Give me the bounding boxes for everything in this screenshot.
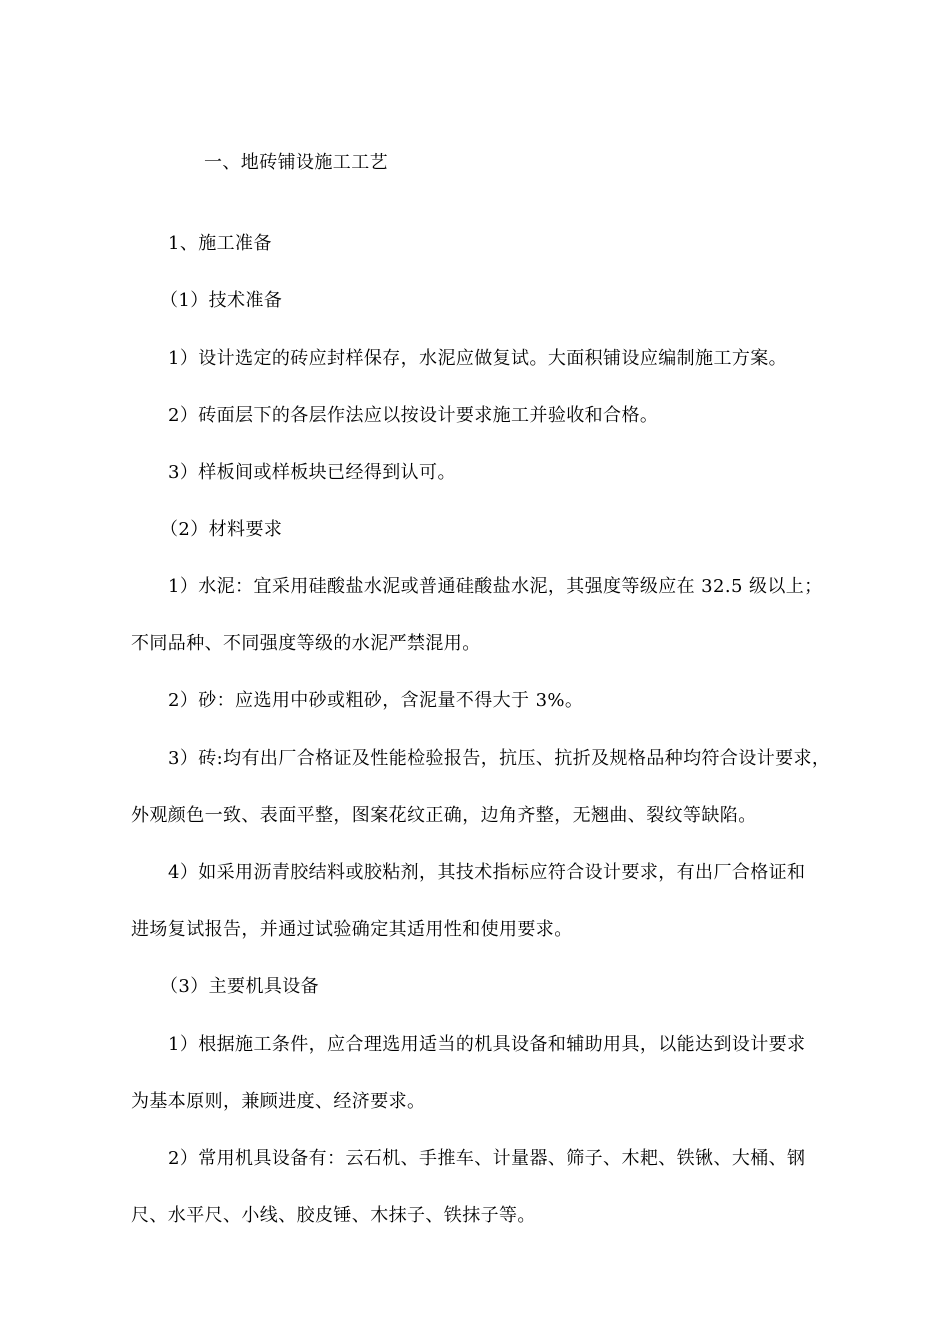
subsection-heading: （2）材料要求: [160, 519, 283, 540]
paragraph-line: 3）样板间或样板块已经得到认可。: [168, 462, 456, 483]
paragraph-line: 为基本原则，兼顾进度、经济要求。: [131, 1091, 426, 1112]
paragraph-line: 4）如采用沥青胶结料或胶粘剂，其技术指标应符合设计要求，有出厂合格证和: [168, 862, 806, 883]
paragraph-line: 进场复试报告，并通过试验确定其适用性和使用要求。: [131, 919, 573, 940]
paragraph-line: 2）砂：应选用中砂或粗砂，含泥量不得大于 3%。: [168, 690, 584, 711]
paragraph-line: 2）常用机具设备有：云石机、手推车、计量器、筛子、木耙、铁锹、大桶、钢: [168, 1148, 806, 1169]
paragraph-line: 3）砖:均有出厂合格证及性能检验报告，抗压、抗折及规格品种均符合设计要求，: [168, 748, 831, 769]
subsection-heading: （3）主要机具设备: [160, 976, 320, 997]
paragraph-line: 1）水泥：宜采用硅酸盐水泥或普通硅酸盐水泥，其强度等级应在 32.5 级以上；: [168, 576, 823, 597]
subsection-heading: （1）技术准备: [160, 290, 283, 311]
paragraph-line: 不同品种、不同强度等级的水泥严禁混用。: [131, 633, 481, 654]
paragraph-line: 外观颜色一致、表面平整，图案花纹正确，边角齐整，无翘曲、裂纹等缺陷。: [131, 805, 757, 826]
paragraph-line: 尺、水平尺、小线、胶皮锤、木抹子、铁抹子等。: [131, 1205, 536, 1226]
document-heading: 一、地砖铺设施工工艺: [204, 152, 388, 173]
paragraph-line: 2）砖面层下的各层作法应以按设计要求施工并验收和合格。: [168, 405, 659, 426]
paragraph-line: 1）设计选定的砖应封样保存，水泥应做复试。大面积铺设应编制施工方案。: [168, 348, 788, 369]
section-heading: 1、施工准备: [168, 233, 272, 254]
paragraph-line: 1）根据施工条件，应合理选用适当的机具设备和辅助用具，以能达到设计要求: [168, 1034, 806, 1055]
